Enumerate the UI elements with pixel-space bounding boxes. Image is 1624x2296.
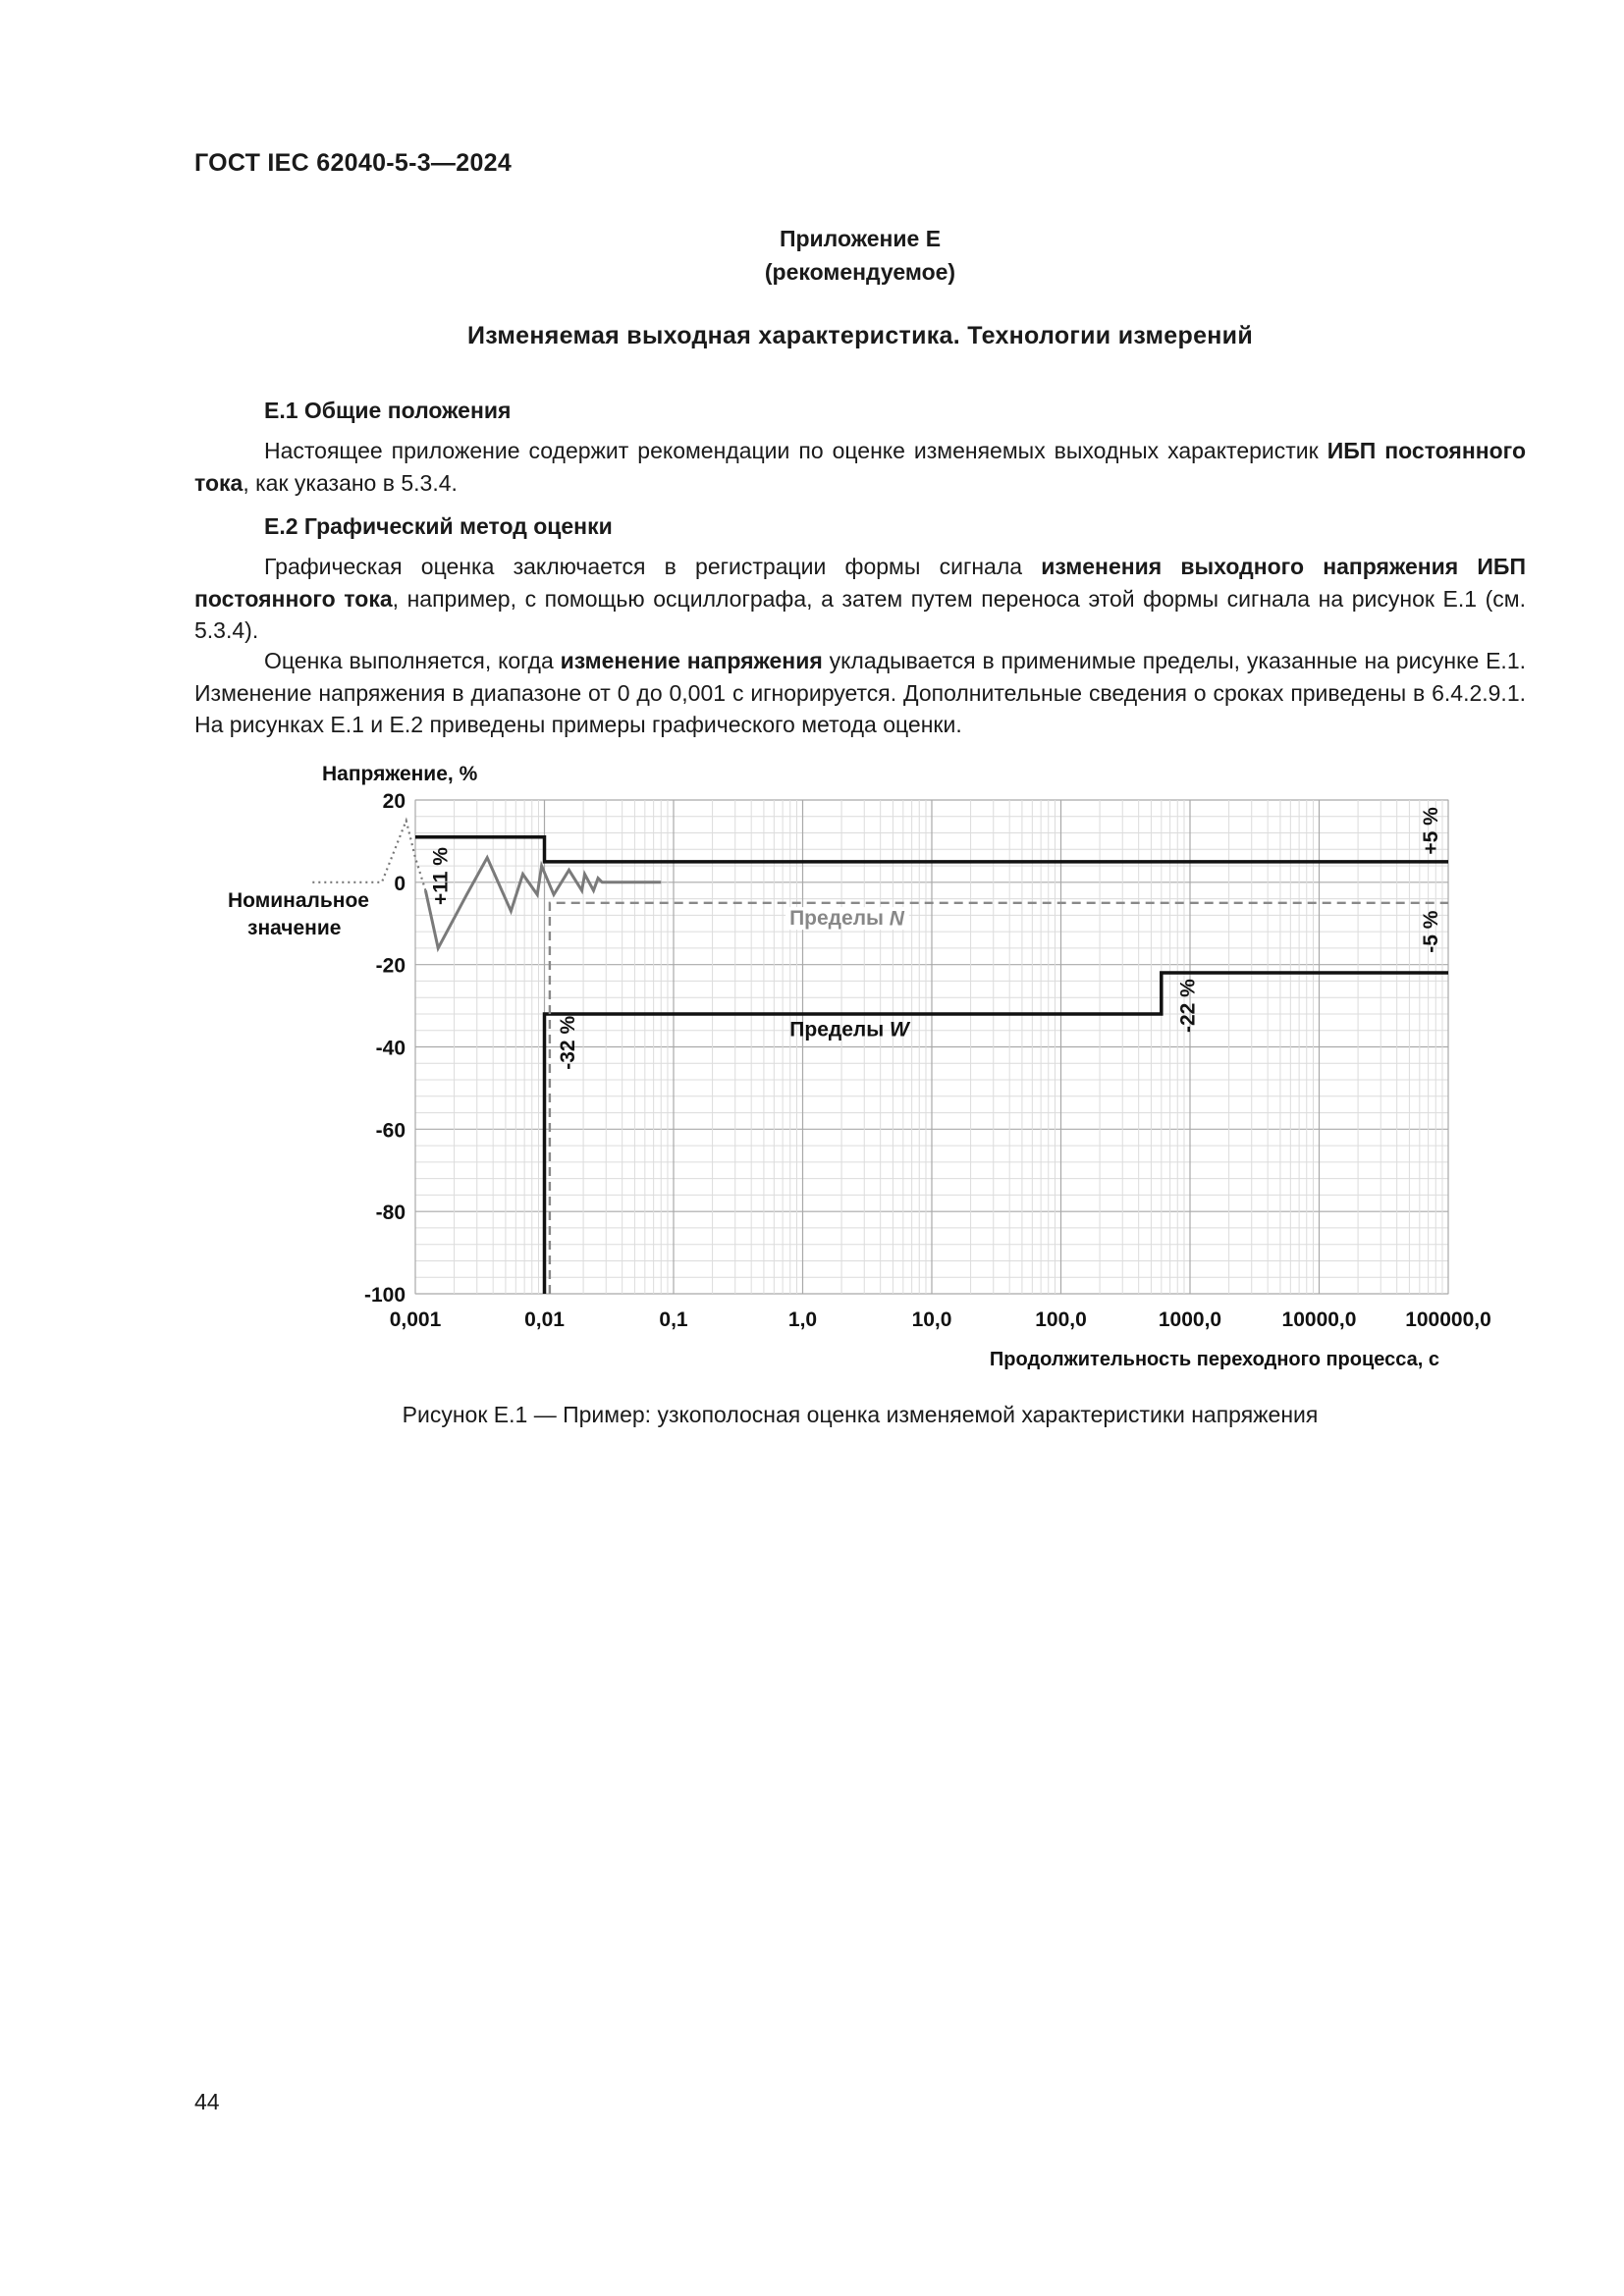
nominal-value-label: Номинальное [228,889,369,912]
y-tick-label: -100 [363,1284,406,1307]
y-tick-label: 20 [382,790,406,813]
nominal-value-label: значение [247,917,342,939]
annotation-label: Пределы W [789,1018,911,1041]
annotation-label: -32 % [557,1015,580,1070]
section-e2-title: Е.2 Графический метод оценки [264,513,613,539]
section-e2-paragraph-1: Графическая оценка заключается в регистрации формы сигнала изменения выходного напряжения ИБП постоянного тока, например, с помощью осциллографа, а затем путем переноса этой формы сигнала на рисунок Е.1 (см. 5.3.4). [194,554,1526,643]
x-tick-label: 100000,0 [1405,1308,1491,1331]
y-tick-label: -20 [375,954,406,978]
page-number: 44 [194,2089,220,2114]
y-tick-label: -80 [375,1201,406,1225]
section-e1-paragraph: Настоящее приложение содержит рекомендации по оценке изменяемых выходных характеристик ИБП постоянного тока, как указано в 5.3.4. [194,438,1526,496]
y-tick-label: -40 [375,1037,406,1060]
y-tick-label: -60 [375,1119,406,1143]
y-axis-title: Напряжение, % [322,763,478,785]
section-e1-title: Е.1 Общие положения [264,398,512,423]
section-e2-paragraph-2: Оценка выполняется, когда изменение напряжения укладывается в применимые пределы, указанные на рисунке Е.1. Изменение напряжения в диапазоне от 0 до 0,001 с игнорируется. Дополнительные сведения о сроках приведены в 6.4.2.9.1. На рисунках Е.1 и Е.2 приведены примеры графического метода оценки. [194,648,1526,737]
x-tick-label: 10,0 [911,1308,952,1331]
annotation-label: -22 % [1176,979,1200,1034]
annex-status: (рекомендуемое) [764,259,956,285]
limit-letter: N [889,907,904,931]
limit-letter: W [890,1018,909,1041]
annex-heading: Изменяемая выходная характеристика. Технологии измерений [466,322,1254,349]
annotation-label: +5 % [1420,807,1443,855]
x-tick-label: 0,01 [524,1308,565,1331]
x-tick-label: 0,001 [389,1308,442,1331]
series-line-6 [312,821,425,890]
figure-caption: Рисунок Е.1 — Пример: узкополосная оценка изменяемой характеристики напряжения [402,1402,1319,1427]
x-tick-label: 10000,0 [1281,1308,1357,1331]
x-axis-title: Продолжительность переходного процесса, с [989,1349,1439,1370]
x-tick-label: 1000,0 [1158,1308,1222,1331]
annotation-label: -5 % [1420,910,1443,953]
x-tick-label: 100,0 [1035,1308,1087,1331]
x-tick-label: 0,1 [659,1308,688,1331]
document-header: ГОСТ IEC 62040-5-3—2024 [194,149,513,177]
y-tick-label: 0 [394,872,406,895]
annex-title: Приложение Е [779,226,942,251]
annotation-label: +11 % [429,847,453,906]
annotation-label: Пределы N [789,907,904,931]
x-tick-label: 1,0 [787,1308,818,1331]
